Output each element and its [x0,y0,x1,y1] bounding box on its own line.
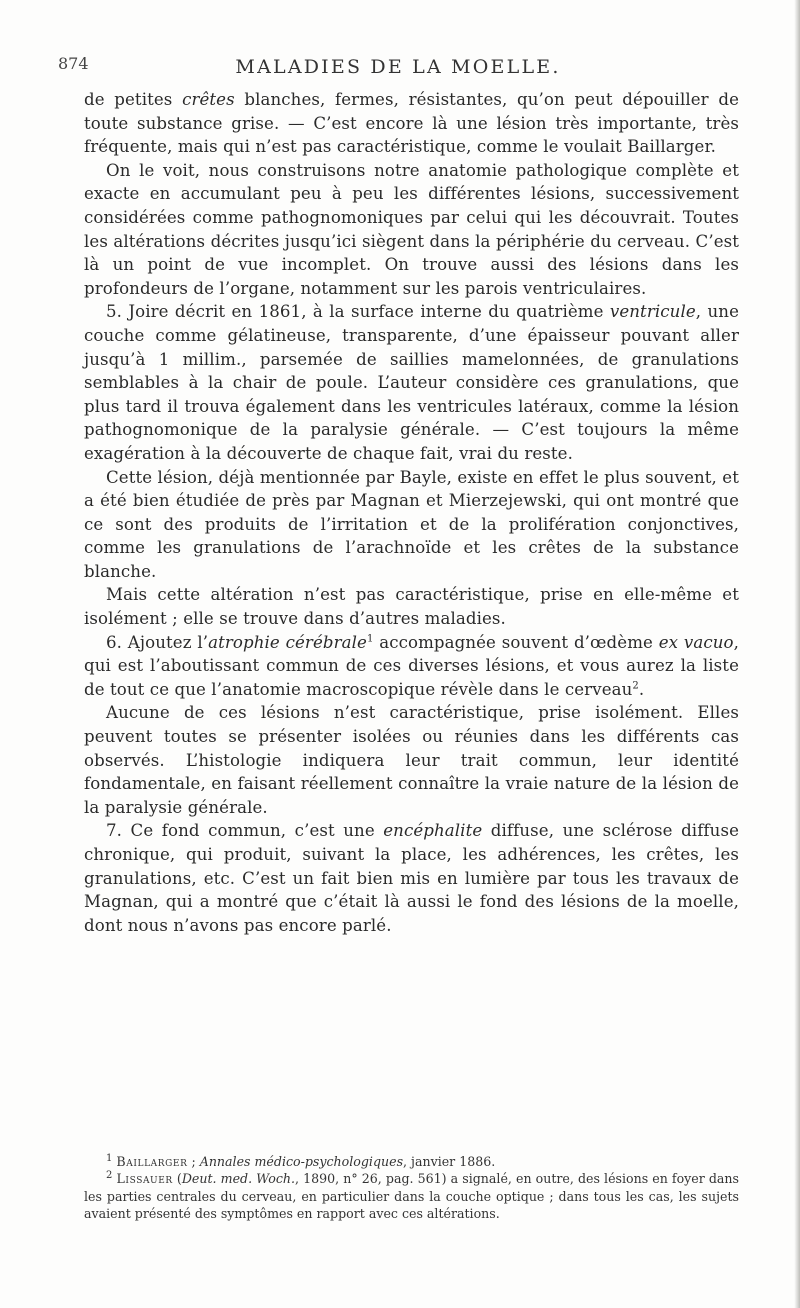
footnote-ref-2[interactable]: 2 [632,680,639,692]
footnote-2-journal: Deut. med. Woch. [181,1171,296,1187]
page-edge-shadow [794,0,800,1308]
term-ventricule: ventricule [609,302,696,322]
page-header [58,50,738,80]
body-text [84,88,739,937]
paragraph-7: Aucune de ces lésions n’est caractéristique, prise isolément. Elles peuvent toutes se présenter isolées ou réunies dans les différents cas observés. L’histologie indiquera leur trait commun, leur identité fondamentale, en faisant réellement connaître la vraie nature de la lésion de la paralysie générale. [84,703,739,817]
footnote-2-author: Lissauer [116,1171,173,1187]
footnote-2: $^2$ Lissauer (Deut. med. Woch., 1890, n° 26, pag. 561) a signalé, en outre, des lésions en foyer dans les parties centrales du cerveau, en particulier dans la couche optique ; dans tous les cas, les sujets avaient présenté des symptômes en rapport avec ces altérations. [84,1170,739,1222]
term-ex-vacuo: ex vacuo [658,632,734,652]
term-atrophie: atrophie cérébrale [208,632,367,652]
footnote-ref-1[interactable]: 1 [366,633,374,645]
paragraph-3: 5. Joire décrit en 1861, à la surface interne du quatrième ventricule, une couche comme gélatineuse, transparente, d’une épaisseur pouvant aller jusqu’à 1 millim., parsemée de saillies mamelonnées, de granulations semblables à la chair de poule. L’auteur considère ces granulations, que plus tard il trouva également dans les ventricules latéraux, comme la lésion pathognomonique de la paralysie générale. — C’est toujours la même exagération à la découverte de chaque fait, vrai du reste. [84,302,739,463]
paragraph-6: 6. Ajoutez l’atrophie cérébrale$^1$ accompagnée souvent d’œdème ex vacuo, qui est l’aboutissant commun de ces diverses lésions, et vous aurez la liste de tout ce que l’anatomie macroscopique révèle dans le cerveau$^2$. [84,632,739,699]
paragraph-5: Mais cette altération n’est pas caractéristique, prise en elle-même et isolément ; elle se trouve dans d’autres maladies. [84,585,739,629]
footnote-1-journal: Annales médico-psychologiques [199,1154,404,1169]
paragraph-1: de petites crêtes blanches, fermes, résistantes, qu’on peut dépouiller de toute substance grise. — C’est encore là une lésion très importante, très fréquente, mais qui n’est pas caractéristique, comme le voulait Baillarger. [84,90,739,157]
footnote-1-author: Baillarger [116,1154,188,1169]
term-cretes: crêtes [182,90,235,109]
paragraph-4: Cette lésion, déjà mentionnée par Bayle, existe en effet le plus souvent, et a été bien étudiée de près par Magnan et Mierzejewski, qui ont montré que ce sont des produits de l’irritation et de la prolifération conjonctives, comme les granulations de l’arachnoïde et les crêtes de la substance blanche. [84,467,739,581]
page-number: 874 [58,54,89,73]
footnotes [84,1153,739,1223]
paragraph-8: 7. Ce fond commun, c’est une encéphalite diffuse, une sclérose diffuse chronique, qui produit, suivant la place, les adhérences, les crêtes, les granulations, etc. C’est un fait bien mis en lumière par tous les travaux de Magnan, qui a montré que c’était là aussi le fond des lésions de la moelle, dont nous n’avons pas encore parlé. [84,821,740,935]
term-encephalite: encéphalite [383,821,483,841]
footnote-1: $^1$ Baillarger ; Annales médico-psychologiques, janvier 1886. [106,1152,496,1169]
running-title: MALADIES DE LA MOELLE. [235,56,561,78]
paragraph-2: On le voit, nous construisons notre anatomie pathologique complète et exacte en accumulant peu à peu les différentes lésions, successivement considérées comme pathognomoniques par celui qui les découvrait. Toutes les altérations décrites jusqu’ici siègent dans la périphérie du cerveau. C’est là un point de vue incomplet. On trouve aussi des lésions dans les profondeurs de l’organe, notamment sur les parois ventriculaires. [84,160,739,298]
